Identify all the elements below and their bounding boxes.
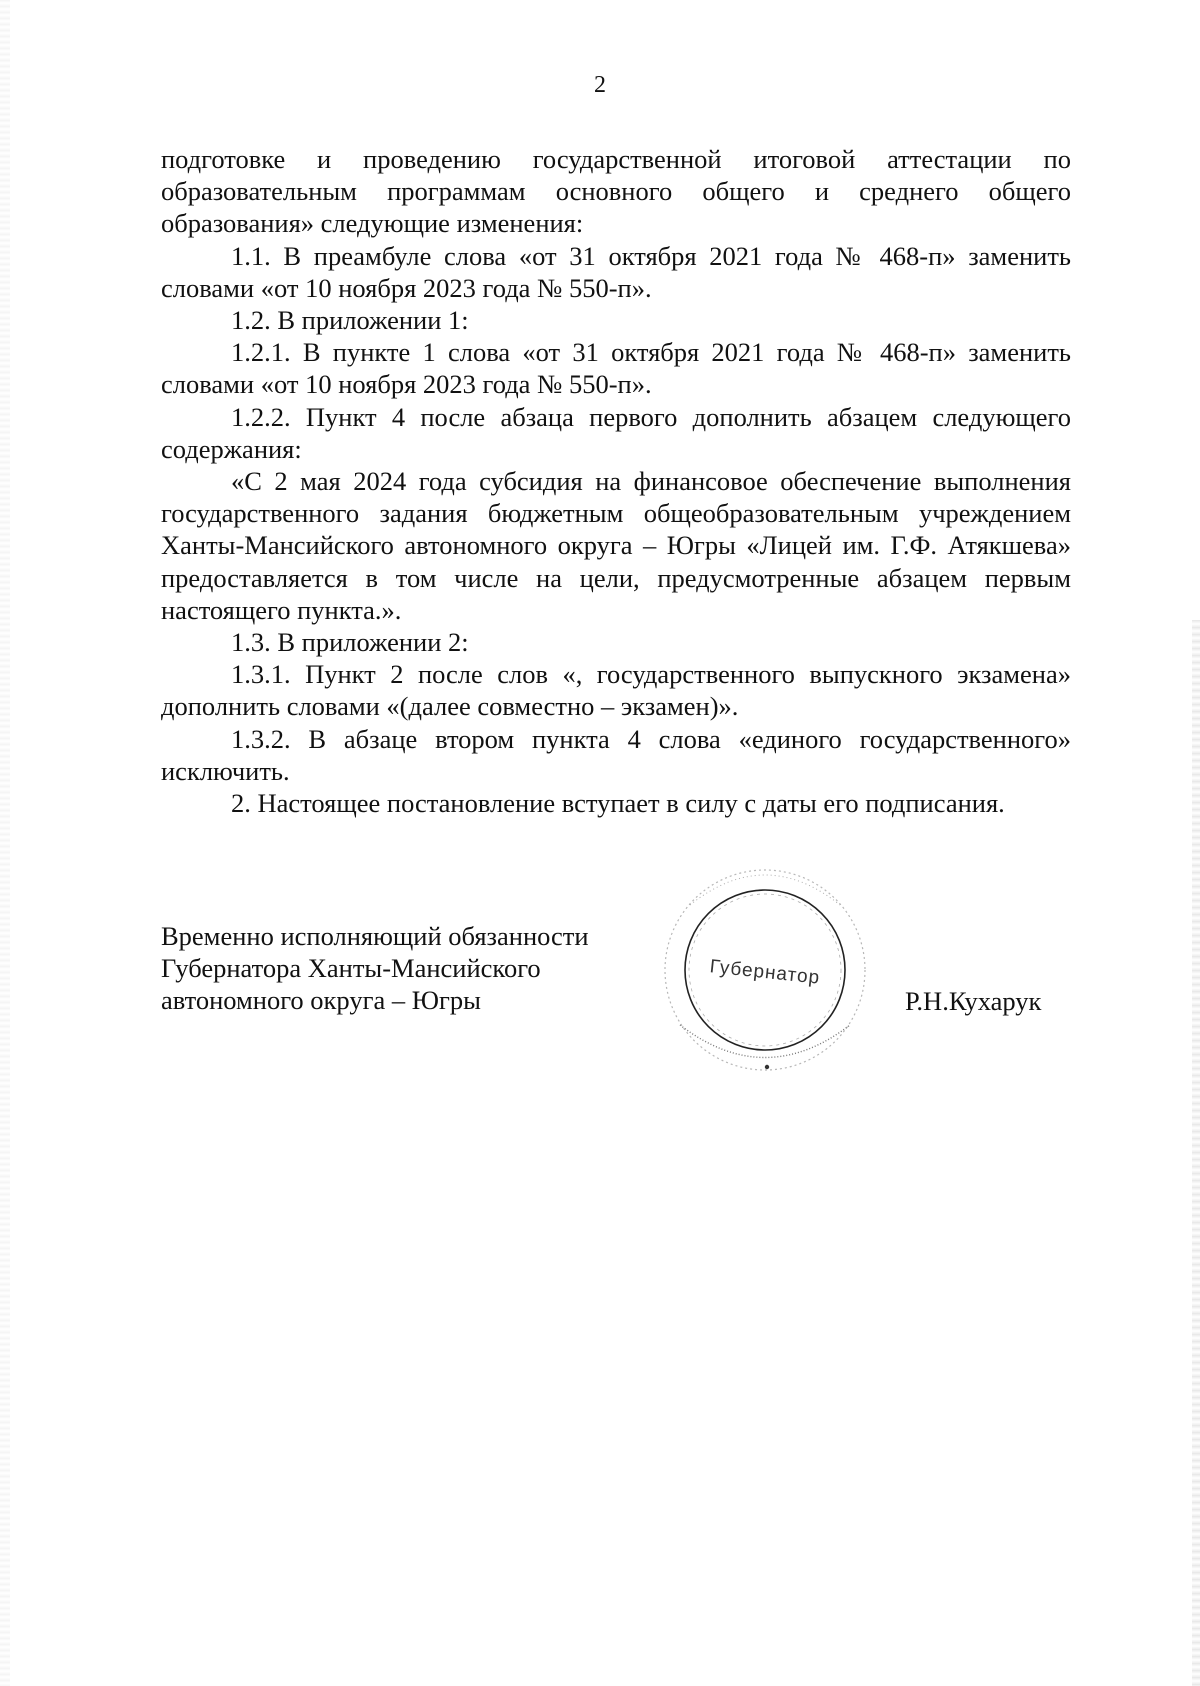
paragraph: 1.3. В приложении 2: — [231, 627, 469, 658]
paragraph: 1.3.1. Пункт 2 после слов «, государственного выпускного экзамена» дополнить словами «(далее совместно – экзамен)». — [161, 659, 1071, 722]
signature-title-line: Временно исполняющий обязанности — [161, 921, 589, 951]
scan-edge-left — [0, 0, 10, 1686]
signature-title-line: Губернатора Ханты-Мансийского — [161, 953, 541, 984]
paragraph: 1.2. В приложении 1: — [231, 305, 469, 336]
signer-name: Р.Н.Кухарук — [905, 986, 1042, 1016]
paragraph: 1.3.2. В абзаце втором пункта 4 слова «единого государственного» исключить. — [161, 723, 1071, 786]
scan-edge-right — [1192, 620, 1200, 1686]
paragraph: 1.1. В преамбуле слова «от 31 октября 2021 года № 468-п» заменить словами «от 10 ноября 2023 года № 550-п». — [161, 240, 1071, 303]
paragraph: «С 2 мая 2024 года субсидия на финансовое обеспечение выполнения государственного задания бюджетным общеобразовательным учреждением Ханты-Мансийского автономного округа – Югры «Лицей им. Г.Ф. Атякшева» предоставляется в том числе на цели, предусмотренные абзацем первым настоящего пункта.». — [161, 466, 1071, 625]
signature-title — [161, 920, 589, 1017]
paragraph: 1.2.1. В пункте 1 слова «от 31 октября 2021 года № 468-п» заменить словами «от 10 ноября 2023 года № 550-п». — [161, 337, 1071, 400]
stamp-text: Губернатор — [708, 956, 822, 989]
paragraph: 2. Настоящее постановление вступает в силу с даты его подписания. — [231, 788, 1005, 819]
paragraph: подготовке и проведению государственной итоговой аттестации по образовательным программам основного общего и среднего общего образования» следующие изменения: — [161, 144, 1071, 239]
official-stamp — [650, 850, 880, 1085]
page-number: 2 — [594, 72, 606, 98]
signature-title-line: автономного округа – Югры — [161, 985, 481, 1016]
paragraph: 1.2.2. Пункт 4 после абзаца первого дополнить абзацем следующего содержания: — [161, 401, 1071, 464]
stamp-graphic — [650, 850, 880, 1085]
document-body — [161, 143, 1071, 819]
